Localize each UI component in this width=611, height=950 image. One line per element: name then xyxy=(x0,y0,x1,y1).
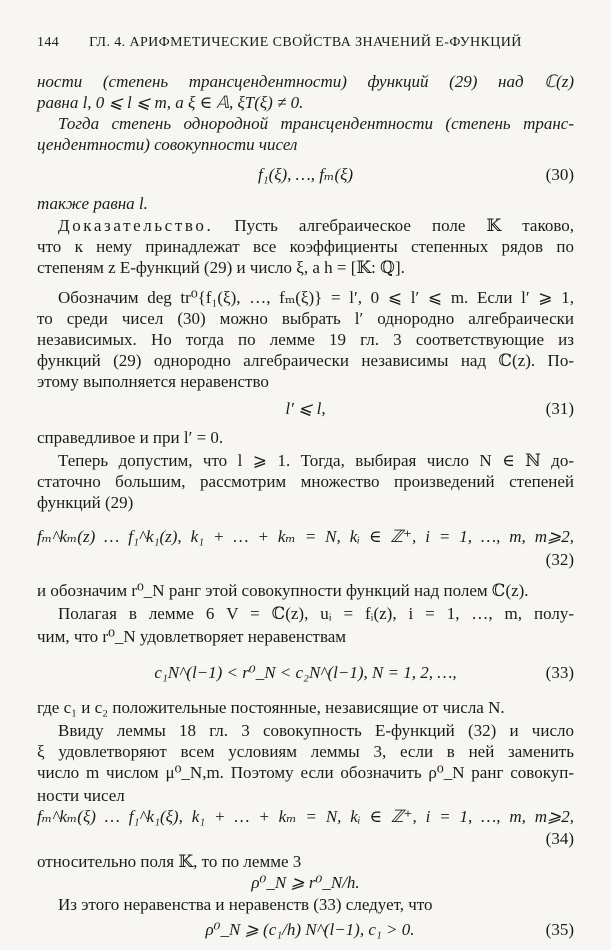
text-line: этому выполняется неравенство xyxy=(37,372,269,391)
equation-number: (32) xyxy=(545,550,574,569)
formula-35 xyxy=(180,919,440,940)
text-line: функций (29) xyxy=(37,493,134,512)
equation-number: (30) xyxy=(545,165,574,184)
text-line: что к нему принадлежат все коэффициенты степенных рядов по xyxy=(37,237,574,256)
formula-30: f₁(ξ), …, fₘ(ξ) xyxy=(257,165,354,184)
page-number: 144 xyxy=(37,35,60,50)
text-line: Ввиду леммы 18 гл. 3 совокупность E-функций (32) и число xyxy=(58,721,574,740)
formula-31: l′ ⩽ l, xyxy=(285,399,326,418)
proof-word: Доказательство. xyxy=(58,216,214,235)
proof-line xyxy=(58,215,574,236)
text-line: статочно большим, рассмотрим множество произведений степеней xyxy=(37,472,574,491)
text-line: равна l, 0 ⩽ l ⩽ m, а ξ ∈ 𝔸, ξT(ξ) ≠ 0. xyxy=(37,93,304,112)
text-line: справедливое и при l′ = 0. xyxy=(37,428,224,447)
text-line: Полагая в лемме 6 V = ℂ(z), uᵢ = fᵢ(z), i = 1, …, m, полу- xyxy=(58,604,574,623)
text-line: степеням z E-функций (29) и число ξ, а h = [𝕂: ℚ]. xyxy=(37,258,405,277)
text-line: цендентности) совокупности чисел xyxy=(37,135,298,154)
formula-35-text: ρ⁰_N ⩾ (c₁/h) N^(l−1), c₁ > 0. xyxy=(205,920,415,939)
text-line: и обозначим r⁰_N ранг этой совокупности функций над полем ℂ(z). xyxy=(37,581,529,600)
chapter-title: ГЛ. 4. АРИФМЕТИЧЕСКИЕ СВОЙСТВА ЗНАЧЕНИЙ E-ФУНКЦИЙ xyxy=(89,35,522,50)
text-line: число m числом μ⁰_N,m. Поэтому если обозначить ρ⁰_N ранг совокуп- xyxy=(37,763,574,782)
equation-number: (33) xyxy=(545,663,574,682)
text-line: ности чисел xyxy=(37,786,125,805)
formula-32: fₘ^kₘ(z) … f₁^k₁(z), k₁ + … + kₘ = N, kᵢ ∈ ℤ⁺, i = 1, …, m, m⩾2, xyxy=(37,527,574,546)
text-line: независимых. Но тогда по лемме 19 гл. 3 соответствующие из xyxy=(37,330,574,349)
text-line: также равна l. xyxy=(37,194,148,213)
text-line: Тогда степень однородной трансцендентности (степень транс- xyxy=(58,114,574,133)
equation-number: (34) xyxy=(545,829,574,848)
text-line: относительно поля 𝕂, то по лемме 3 xyxy=(37,852,302,871)
text-line: где c₁ и c₂ положительные постоянные, независящие от числа N. xyxy=(37,698,505,717)
text-line: то среди чисел (30) можно выбрать l′ однородно алгебраически xyxy=(37,309,574,328)
text-line: ности (степень трансцендентности) функций (29) над ℂ(z) xyxy=(37,72,574,91)
running-header xyxy=(37,32,574,53)
text-line: Теперь допустим, что l ⩾ 1. Тогда, выбирая число N ∈ ℕ до- xyxy=(58,451,574,470)
formula-33: c₁N^(l−1) < r⁰_N < c₂N^(l−1), N = 1, 2, …, xyxy=(154,663,457,682)
text-line: Из этого неравенства и неравенств (33) следует, что xyxy=(58,895,433,914)
formula-rho: ρ⁰_N ⩾ r⁰_N/h. xyxy=(251,873,360,892)
equation-number: (31) xyxy=(545,399,574,418)
text-line: Обозначим deg tr⁰{f₁(ξ), …, fₘ(ξ)} = l′, 0 ⩽ l′ ⩽ m. Если l′ ⩾ 1, xyxy=(58,288,574,307)
text-line: чим, что r⁰_N удовлетворяет неравенствам xyxy=(37,627,347,646)
text-span: Пусть алгебраическое поле 𝕂 таково, xyxy=(234,216,574,235)
formula-34: fₘ^kₘ(ξ) … f₁^k₁(ξ), k₁ + … + kₘ = N, kᵢ ∈ ℤ⁺, i = 1, …, m, m⩾2, xyxy=(37,807,574,826)
equation-number: (35) xyxy=(545,920,574,939)
text-line: ξ удовлетворяют всем условиям леммы 3, если в ней заменить xyxy=(37,742,574,761)
text-line: функций (29) однородно алгебраически независимы над ℂ(z). По- xyxy=(37,351,574,370)
